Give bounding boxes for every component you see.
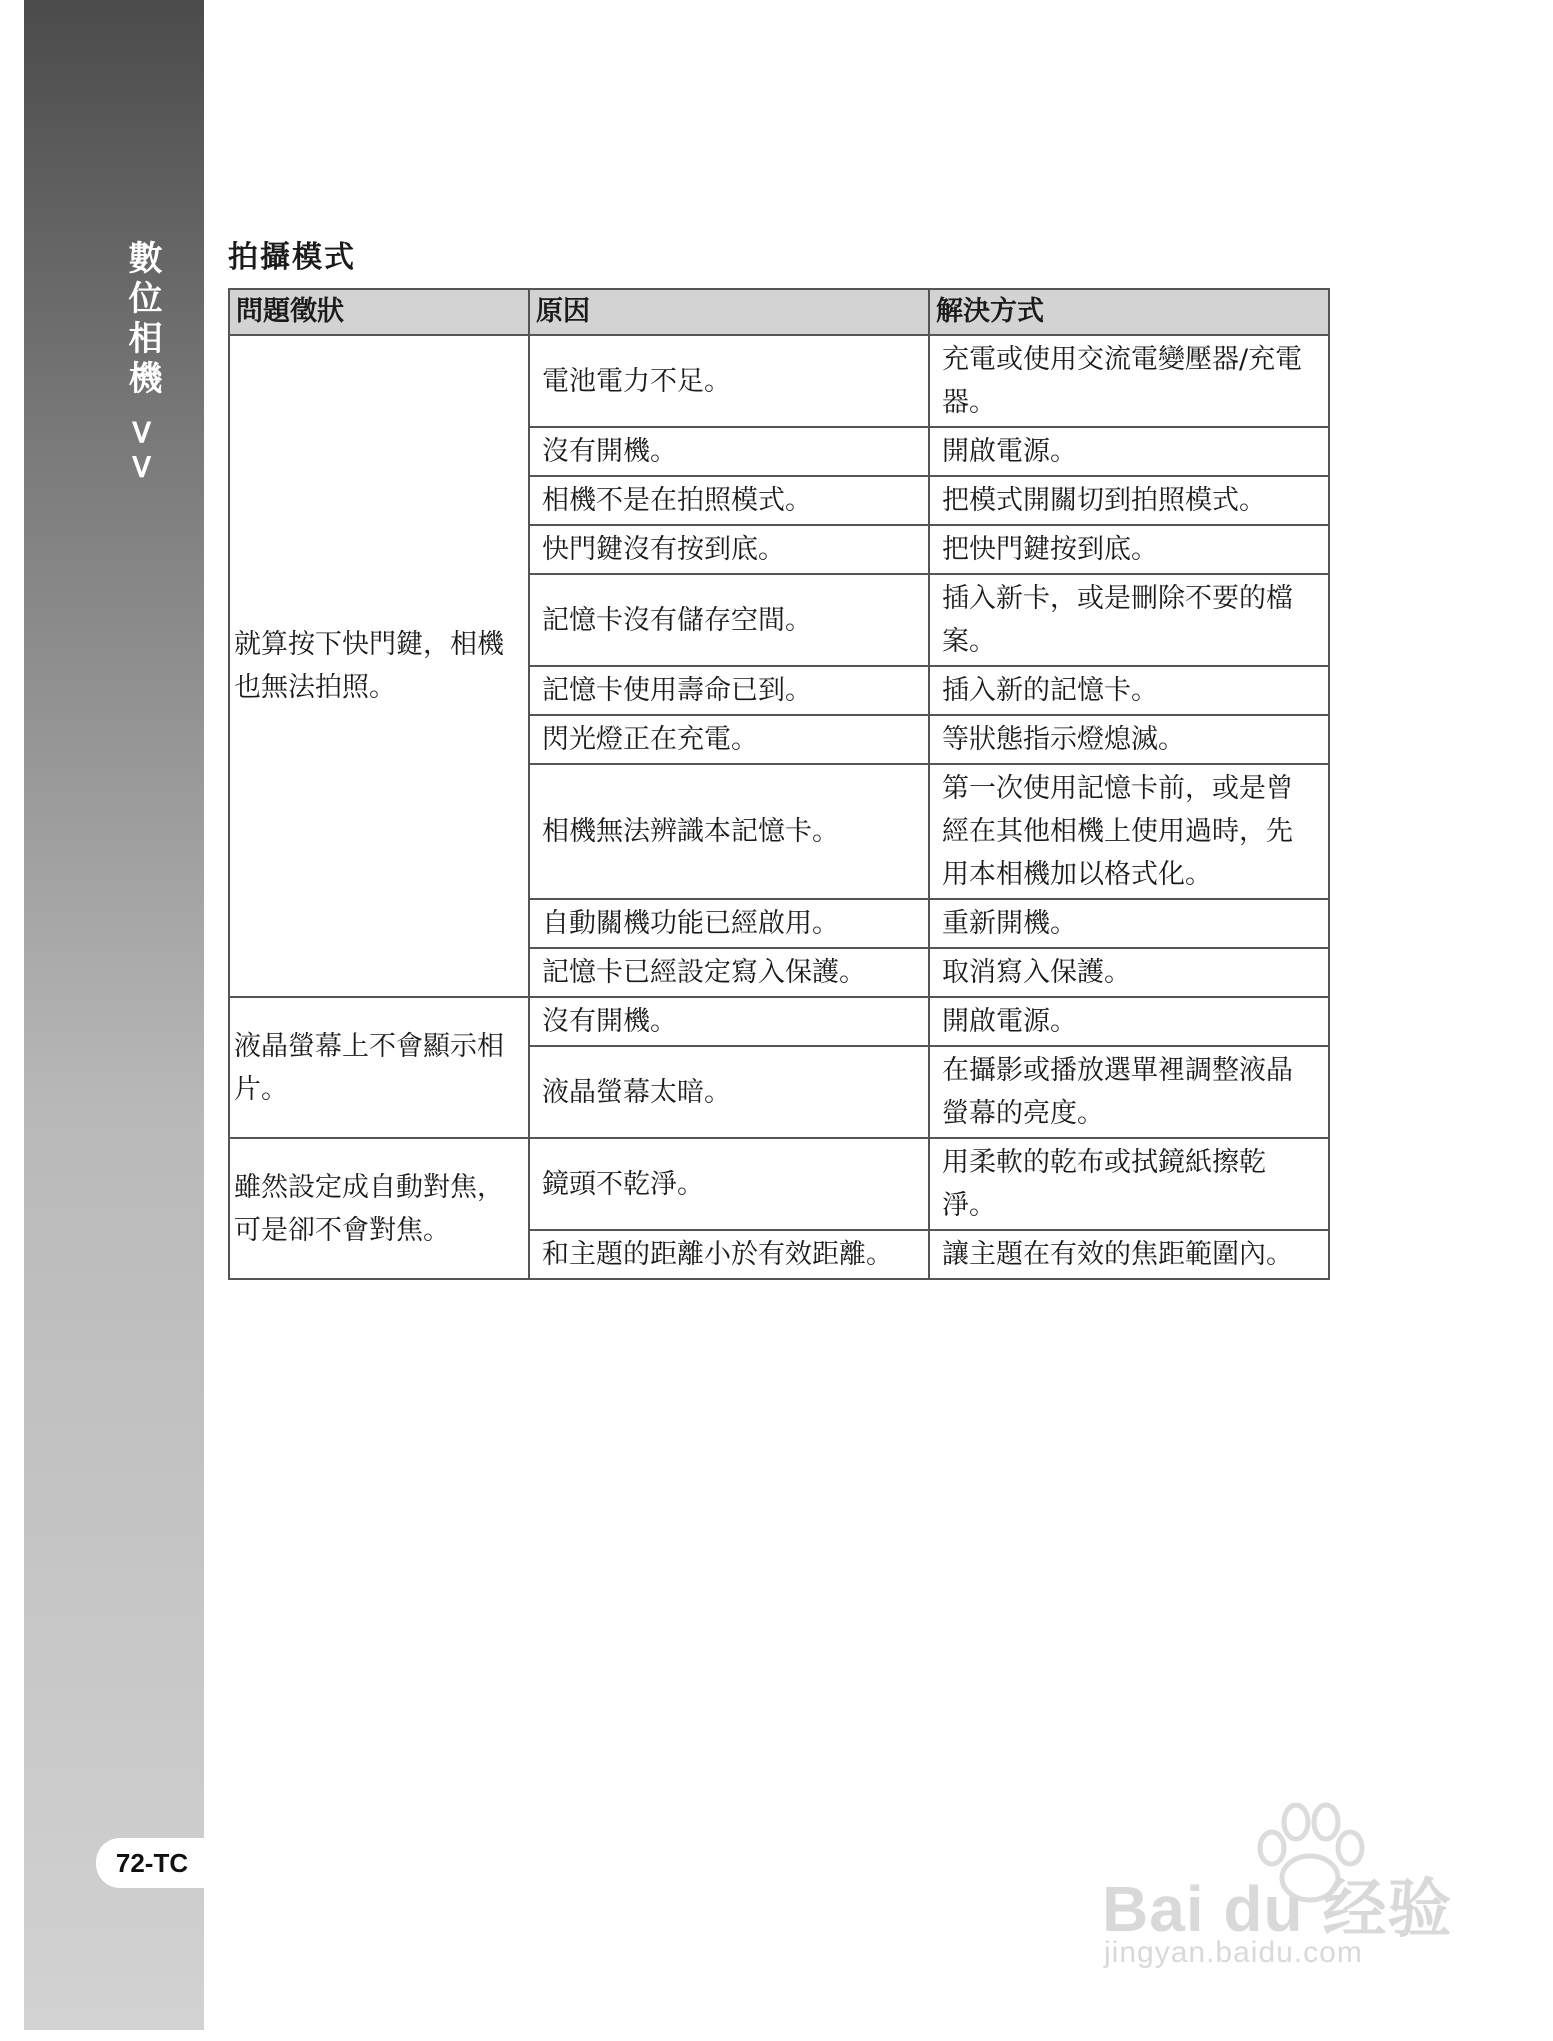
solution-cell: 取消寫入保護。 (929, 948, 1329, 997)
cause-cell: 自動關機功能已經啟用。 (529, 899, 929, 948)
table-row (229, 1138, 1329, 1230)
header-solution: 解決方式 (929, 289, 1329, 335)
solution-cell: 插入新的記憶卡。 (929, 666, 1329, 715)
cause-cell: 記憶卡已經設定寫入保護。 (529, 948, 929, 997)
solution-cell: 開啟電源。 (929, 997, 1329, 1046)
symptom-cell: 雖然設定成自動對焦，可是卻不會對焦。 (229, 1138, 529, 1279)
solution-cell: 把快門鍵按到底。 (929, 525, 1329, 574)
chapter-title: 數位相機 >> (122, 240, 162, 487)
page-number: 72-TC (96, 1838, 208, 1888)
header-symptom: 問題徵狀 (229, 289, 529, 335)
cause-cell: 和主題的距離小於有效距離。 (529, 1230, 929, 1279)
solution-cell: 重新開機。 (929, 899, 1329, 948)
cause-cell: 液晶螢幕太暗。 (529, 1046, 929, 1138)
symptom-cell: 液晶螢幕上不會顯示相片。 (229, 997, 529, 1138)
solution-cell: 用柔軟的乾布或拭鏡紙擦乾淨。 (929, 1138, 1329, 1230)
baidu-watermark (1090, 1800, 1490, 1980)
solution-cell: 開啟電源。 (929, 427, 1329, 476)
solution-cell: 等狀態指示燈熄滅。 (929, 715, 1329, 764)
cause-cell: 相機無法辨識本記憶卡。 (529, 764, 929, 899)
table-row (229, 335, 1329, 427)
watermark-logo-text: Bai du 经验 (1102, 1873, 1453, 1945)
symptom-cell: 就算按下快門鍵，相機也無法拍照。 (229, 335, 529, 997)
chapter-sidebar (24, 0, 204, 2030)
solution-cell: 在攝影或播放選單裡調整液晶螢幕的亮度。 (929, 1046, 1329, 1138)
section-heading: 拍攝模式 (228, 240, 356, 275)
solution-cell: 把模式開關切到拍照模式。 (929, 476, 1329, 525)
cause-cell: 沒有開機。 (529, 997, 929, 1046)
solution-cell: 充電或使用交流電變壓器/充電器。 (929, 335, 1329, 427)
solution-cell: 第一次使用記憶卡前，或是曾經在其他相機上使用過時，先用本相機加以格式化。 (929, 764, 1329, 899)
cause-cell: 電池電力不足。 (529, 335, 929, 427)
cause-cell: 記憶卡沒有儲存空間。 (529, 574, 929, 666)
cause-cell: 閃光燈正在充電。 (529, 715, 929, 764)
cause-cell: 相機不是在拍照模式。 (529, 476, 929, 525)
cause-cell: 記憶卡使用壽命已到。 (529, 666, 929, 715)
solution-cell: 插入新卡，或是刪除不要的檔案。 (929, 574, 1329, 666)
cause-cell: 鏡頭不乾淨。 (529, 1138, 929, 1230)
watermark-url: jingyan.baidu.com (1104, 1936, 1363, 1969)
header-cause: 原因 (529, 289, 929, 335)
cause-cell: 沒有開機。 (529, 427, 929, 476)
troubleshooting-table (228, 288, 1330, 1280)
table-row (229, 997, 1329, 1046)
cause-cell: 快門鍵沒有按到底。 (529, 525, 929, 574)
table-header-row (229, 289, 1329, 335)
solution-cell: 讓主題在有效的焦距範圍內。 (929, 1230, 1329, 1279)
